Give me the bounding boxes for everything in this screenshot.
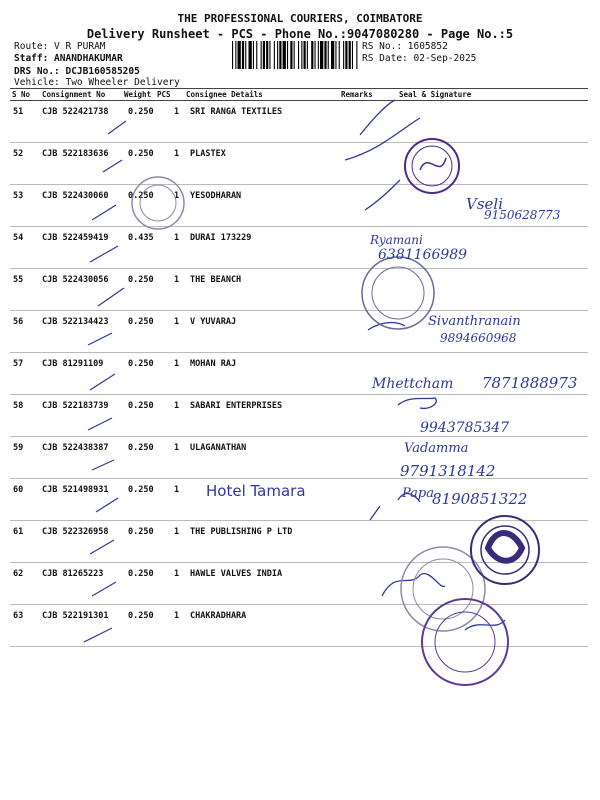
row-consignee: V YUVARAJ xyxy=(190,317,237,327)
row-weight: 0.250 xyxy=(128,611,154,621)
row-pcs: 1 xyxy=(174,107,180,117)
row-sno: 53 xyxy=(13,191,24,201)
row-consignment: CJB 522438387 xyxy=(42,443,109,453)
company-title: THE PROFESSIONAL COURIERS, COIMBATORE xyxy=(177,12,423,25)
row-sno: 57 xyxy=(13,359,24,369)
hw-r53-phone: 9150628773 xyxy=(484,208,561,222)
stamp-row61 xyxy=(471,516,539,584)
hw-r58-phone: 9943785347 xyxy=(420,420,510,436)
row-weight: 0.250 xyxy=(128,107,154,117)
row-consignee: MOHAN RAJ xyxy=(190,359,237,369)
row-consignment: CJB 522430056 xyxy=(42,275,109,285)
hw-r60-phone: 8190851322 xyxy=(432,490,528,508)
row-consignee: SABARI ENTERPRISES xyxy=(190,401,283,411)
stamp-row53 xyxy=(132,177,184,229)
row-pcs: 1 xyxy=(174,317,180,327)
row-sno: 59 xyxy=(13,443,24,453)
stamp-row55 xyxy=(362,257,434,329)
row-consignment: CJB 522430060 xyxy=(42,191,109,201)
runsheet-subtitle: Delivery Runsheet - PCS - Phone No.:9047080280 - Page No.:5 xyxy=(86,27,514,41)
row-pcs: 1 xyxy=(174,191,180,201)
tick-marks xyxy=(84,121,126,642)
row-sno: 60 xyxy=(13,485,24,495)
row-sno: 62 xyxy=(13,569,24,579)
row-consignee: THE BEANCH xyxy=(190,275,242,285)
row-weight: 0.250 xyxy=(128,401,154,411)
row-pcs: 1 xyxy=(174,401,180,411)
row-consignment: CJB 522183739 xyxy=(42,401,109,411)
row-pcs: 1 xyxy=(174,233,180,243)
row-consignment: CJB 81291109 xyxy=(42,359,104,369)
row-consignee: SRI RANGA TEXTILES xyxy=(190,107,283,117)
col-weight: Weight xyxy=(124,90,152,99)
row-weight: 0.250 xyxy=(128,317,154,327)
row-sno: 58 xyxy=(13,401,24,411)
col-sno: S No xyxy=(12,90,31,99)
row-pcs: 1 xyxy=(174,359,180,369)
row-consignment: CJB 522134423 xyxy=(42,317,109,327)
row-consignment: CJB 521498931 xyxy=(42,485,109,495)
row-consignee: YESODHARAN xyxy=(190,191,242,201)
hw-r57-phone: 7871888973 xyxy=(482,374,578,392)
vehicle: Vehicle: Two Wheeler Delivery xyxy=(14,77,180,88)
row-sno: 61 xyxy=(13,527,24,537)
rs-date: RS Date: 02-Sep-2025 xyxy=(362,53,477,64)
row-pcs: 1 xyxy=(174,527,180,537)
row-consignee: PLASTEX xyxy=(190,149,226,159)
rs-number: RS No.: 1605852 xyxy=(362,41,448,52)
row-pcs: 1 xyxy=(174,611,180,621)
row-sno: 54 xyxy=(13,233,24,243)
row-consignee: ULAGANATHAN xyxy=(190,443,247,453)
row-sno: 55 xyxy=(13,275,24,285)
hw-r54-phone: 6381166989 xyxy=(378,247,468,263)
row-consignee: HAWLE VALVES INDIA xyxy=(190,569,283,579)
hw-r59-name: Vadamma xyxy=(404,441,469,456)
row-consignment: CJB 522191301 xyxy=(42,611,109,621)
hw-r53-name: Vseli xyxy=(466,195,504,213)
hw-r56-phone: 9894660968 xyxy=(440,331,517,345)
hw-r60-note: Hotel Tamara xyxy=(206,482,306,500)
row-consignment: CJB 522183636 xyxy=(42,149,109,159)
row-pcs: 1 xyxy=(174,443,180,453)
hw-r57-name: Mhettcham xyxy=(372,376,454,392)
hw-r59-phone: 9791318142 xyxy=(400,462,496,480)
drs-number: DRS No.: DCJB160585205 xyxy=(14,66,140,77)
hw-r56-name: Sivanthranain xyxy=(428,314,521,329)
row-pcs: 1 xyxy=(174,275,180,285)
row-weight: 0.250 xyxy=(128,527,154,537)
row-weight: 0.250 xyxy=(128,569,154,579)
row-sno: 56 xyxy=(13,317,24,327)
row-weight: 0.435 xyxy=(128,233,154,243)
row-weight: 0.250 xyxy=(128,359,154,369)
staff: Staff: ANANDHAKUMAR xyxy=(14,53,123,64)
row-sno: 52 xyxy=(13,149,24,159)
col-consignment: Consignment No xyxy=(42,90,106,99)
row-weight: 0.250 xyxy=(128,485,154,495)
row-sno: 63 xyxy=(13,611,24,621)
col-remarks: Remarks xyxy=(341,90,373,99)
row-consignee: CHAKRADHARA xyxy=(190,611,247,621)
row-consignment: CJB 81265223 xyxy=(42,569,104,579)
row-consignment: CJB 522459419 xyxy=(42,233,109,243)
stamp-row63 xyxy=(422,599,508,685)
row-pcs: 1 xyxy=(174,485,180,495)
hw-r54-name: Ryamani xyxy=(370,233,423,247)
row-pcs: 1 xyxy=(174,149,180,159)
row-consignee: THE PUBLISHING P LTD xyxy=(190,527,293,537)
col-pcs: PCS xyxy=(157,90,171,99)
route: Route: V R PURAM xyxy=(14,41,106,52)
row-weight: 0.250 xyxy=(128,191,154,201)
col-seal-signature: Seal & Signature xyxy=(399,90,472,99)
row-weight: 0.250 xyxy=(128,443,154,453)
row-consignment: CJB 522421738 xyxy=(42,107,109,117)
row-weight: 0.250 xyxy=(128,275,154,285)
row-pcs: 1 xyxy=(174,569,180,579)
row-weight: 0.250 xyxy=(128,149,154,159)
row-sno: 51 xyxy=(13,107,24,117)
col-consignee: Consignee Details xyxy=(186,90,263,99)
stamp-row52 xyxy=(405,139,459,193)
hw-r60-name: Papa xyxy=(402,486,434,501)
row-consignee: DURAI 173229 xyxy=(190,233,252,243)
row-consignment: CJB 522326958 xyxy=(42,527,109,537)
